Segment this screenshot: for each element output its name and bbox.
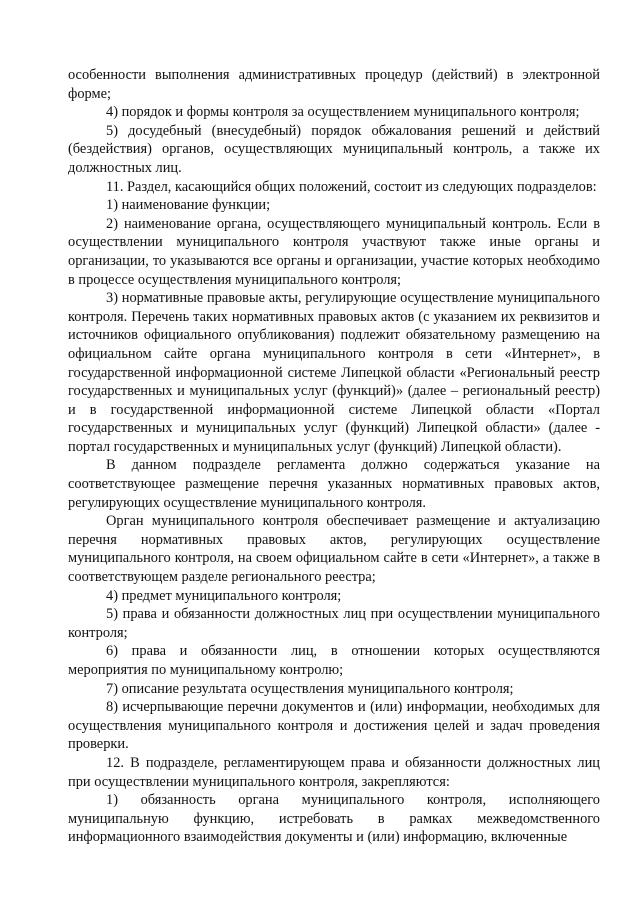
paragraph-item-6-persons-rights: 6) права и обязанности лиц, в отношении которых осуществляются мероприятия по муниципальному контролю;	[68, 643, 600, 678]
paragraph-electronic-form-end: особенности выполнения административных процедур (действий) в электронной форме;	[68, 67, 600, 102]
paragraph-actualization: Орган муниципального контроля обеспечивает размещение и актуализацию перечня нормативных правовых актов, регулирующих осуществление муниципального контроля, на своем официальном сайте в сети «Интернет», а также в соответствующем разделе регионального реестра;	[68, 513, 600, 586]
paragraph-item-1-function-name: 1) наименование функции;	[106, 197, 271, 214]
paragraph-item-5-officials-rights: 5) права и обязанности должностных лиц при осуществлении муниципального контроля;	[68, 606, 600, 641]
paragraph-item-1-obligation: 1) обязанность органа муниципального контроля, исполняющего муниципальную функцию, истребовать в рамках межведомственного информационного взаимодействия документы и (или) информацию, включенные	[68, 792, 600, 846]
paragraph-item-2-control-body: 2) наименование органа, осуществляющего муниципальный контроль. Если в осуществлении муниципального контроля участвуют также иные органы и организации, то указываются все органы и организации, участие которых необходимо в процессе осуществления муниципального контроля;	[68, 215, 600, 288]
paragraph-item-3-legal-acts: 3) нормативные правовые акты, регулирующие осуществление муниципального контроля. Перечень таких нормативных правовых актов (с указанием их реквизитов и источников официального опубликования) подлежит обязательному размещению на официальном сайте органа муниципального контроля в сети «Интернет», в государственной информационной системе Липецкой области «Региональный реестр государственных и муниципальных услуг (функций)» (далее – региональный реестр) и в государственной информационной системе Липецкой области «Портал государственных и муниципальных услуг (функций) Липецкой области» (далее - портал государственных и муниципальных услуг (функций) Липецкой области).	[68, 290, 600, 455]
paragraph-item-4-control-forms: 4) порядок и формы контроля за осуществлением муниципального контроля;	[106, 104, 580, 121]
paragraph-item-5-appeal: 5) досудебный (внесудебный) порядок обжалования решений и действий (бездействия) органов, осуществляющих муниципальный контроль, а также их должностных лиц.	[68, 122, 600, 176]
paragraph-11-general-provisions: 11. Раздел, касающийся общих положений, состоит из следующих подразделов:	[106, 178, 597, 195]
paragraph-item-7-result: 7) описание результата осуществления муниципального контроля;	[106, 680, 514, 697]
paragraph-item-4-subject: 4) предмет муниципального контроля;	[106, 587, 342, 604]
paragraph-12-rights-duties: 12. В подразделе, регламентирующем права и обязанности должностных лиц при осуществлении муниципального контроля, закрепляются:	[68, 754, 600, 790]
paragraph-regulation-note: В данном подразделе регламента должно содержаться указание на соответствующее размещение перечня указанных нормативных правовых актов, регулирующих осуществление муниципального контроля.	[68, 457, 600, 511]
paragraph-item-8-documents-list: 8) исчерпывающие перечни документов и (или) информации, необходимых для осуществления муниципального контроля и достижения целей и задач проведения проверки.	[68, 699, 600, 753]
